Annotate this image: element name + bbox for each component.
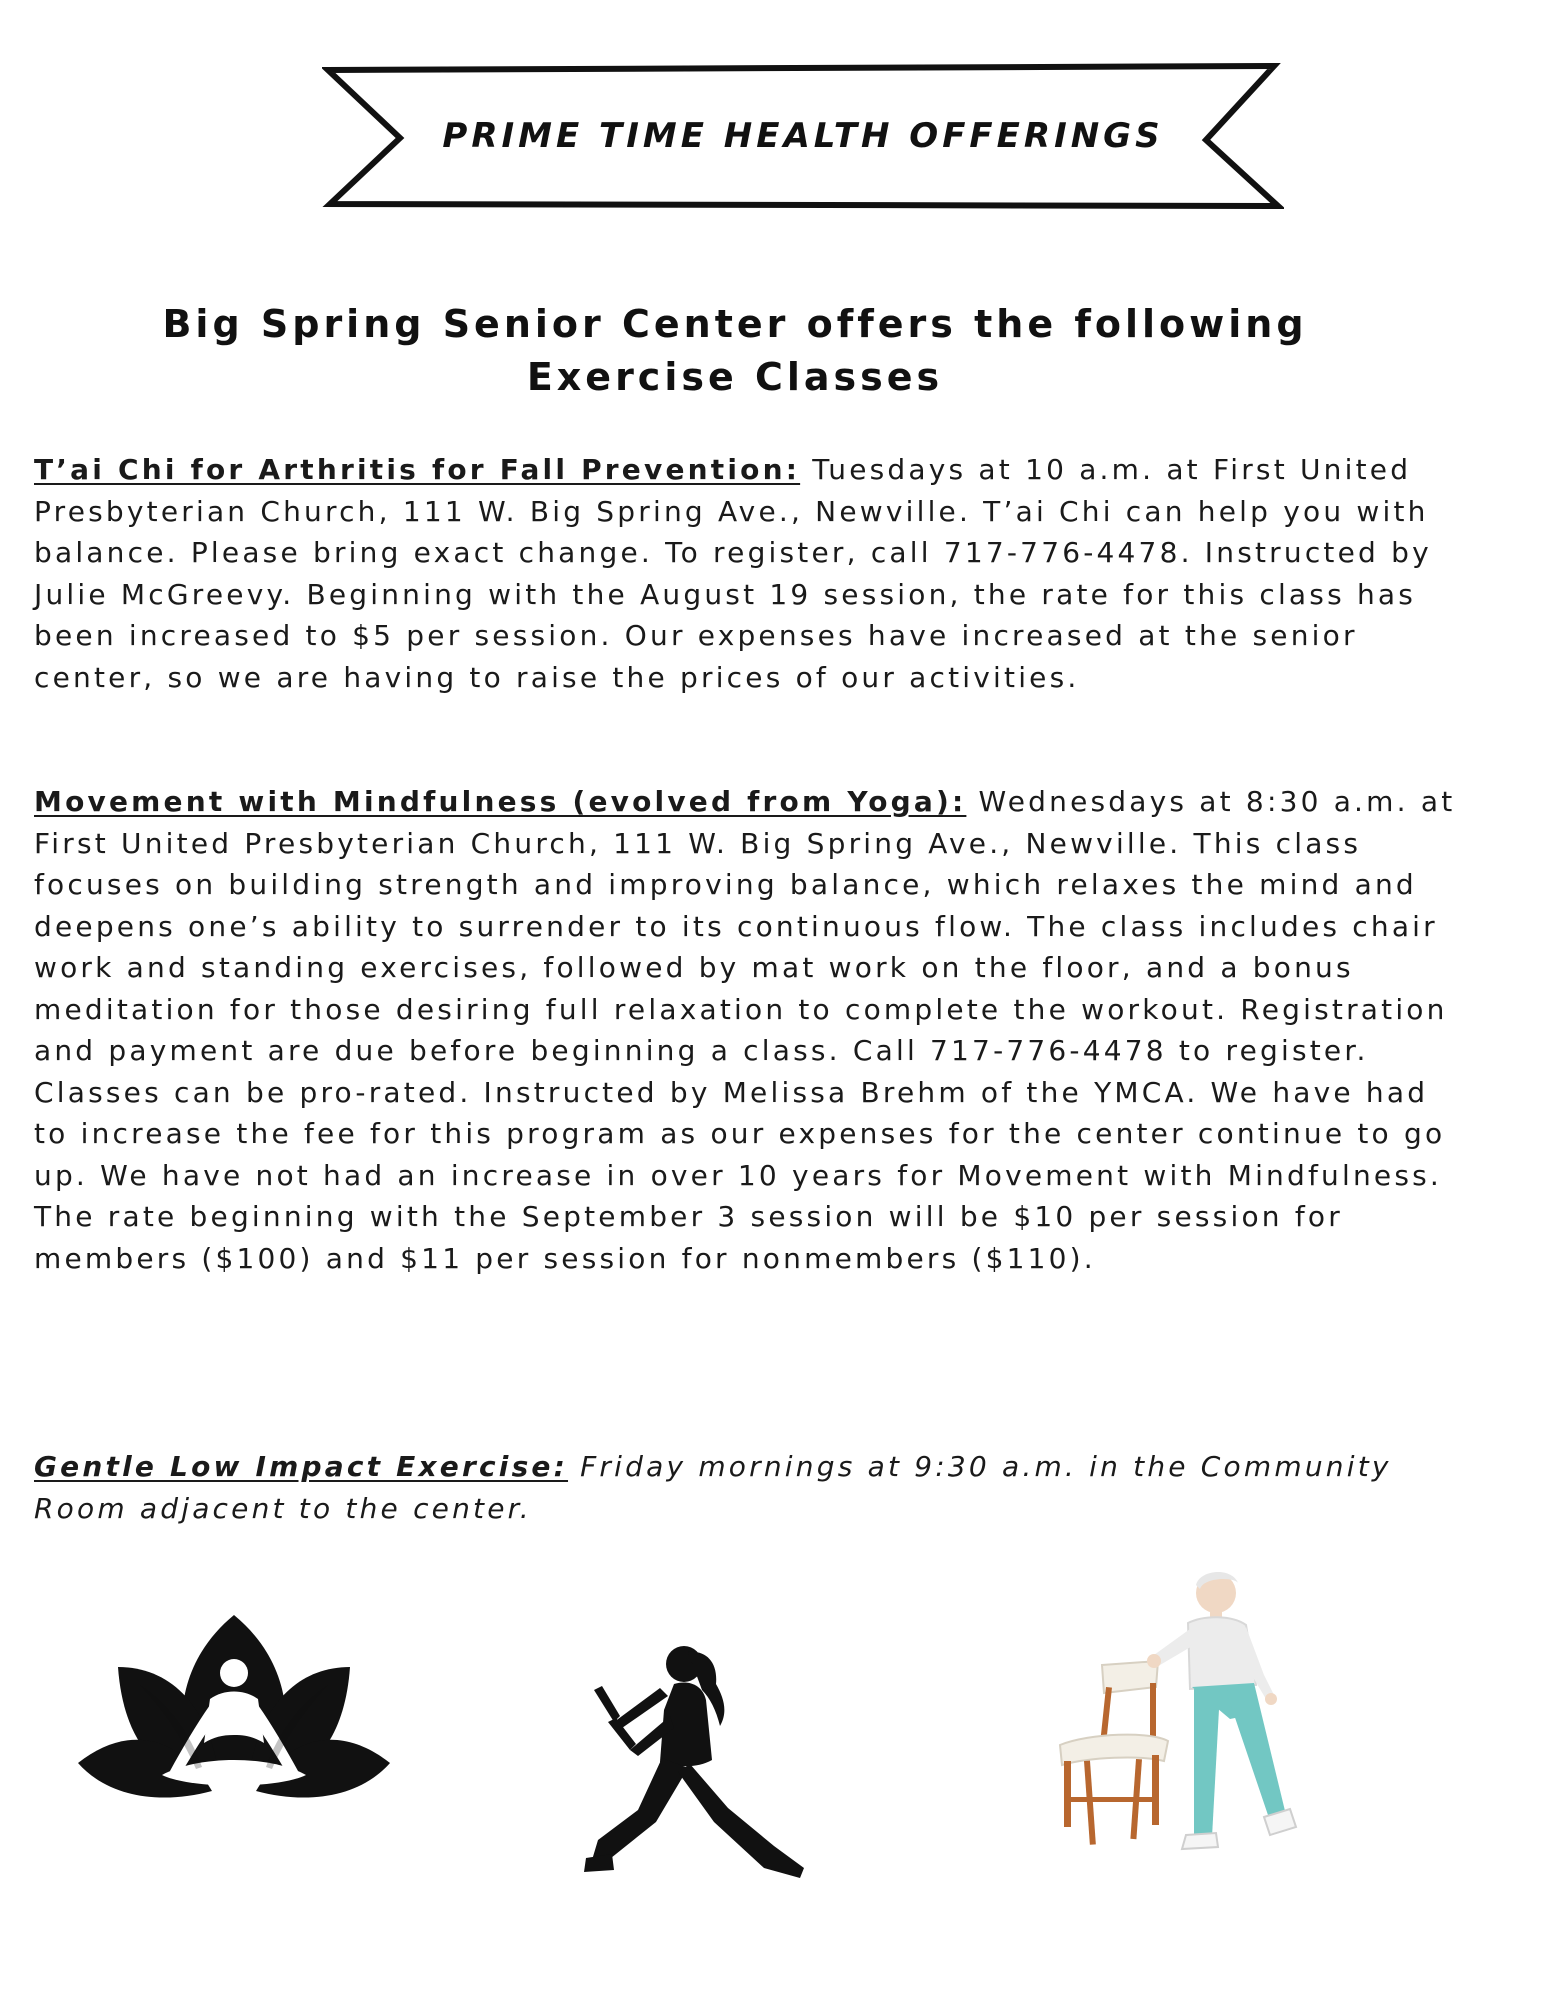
tai-chi-title: T’ai Chi for Arthritis for Fall Prevention: [34,453,801,486]
mindfulness-title: Movement with Mindfulness (evolved from Yoga): [34,785,967,818]
tai-chi-body: Tuesdays at 10 a.m. at First United Presbyterian Church, 111 W. Big Spring Ave., Newville. T’ai Chi can help you with balance. Please bring exact change. To register, call 717-776-4478. Instructed by Julie McGreevy. Beginning with the August 19 session, the rate for this class has been increased to $5 per session. Our expenses have increased at the senior center, so we are having to raise the prices of our activities. [34,453,1432,694]
banner [322,60,1284,212]
tai-chi-section [34,449,1474,698]
tai-chi-silhouette-icon [578,1640,818,1894]
chair-shape [1060,1661,1168,1845]
mindfulness-section [34,781,1474,1279]
page-heading [100,298,1370,404]
lotus-meditation-icon [78,1615,394,1819]
gentle-exercise-section [34,1446,1474,1529]
heading-line-2: Exercise Classes [526,355,944,399]
mindfulness-body: Wednesdays at 8:30 a.m. at First United Presbyterian Church, 111 W. Big Spring Ave., Newville. This class focuses on building strength and improving balance, which relaxes the mind and deepens one’s ability to surrender to its continuous flow. The class includes chair work and standing exercises, followed by mat work on the floor, and a bonus meditation for those desiring full relaxation to complete the workout. Registration and payment are due before beginning a class. Call 717-776-4478 to register. Classes can be pro-rated. Instructed by Melissa Brehm of the YMCA. We have had to increase the fee for this program as our expenses for the center continue to go up. We have not had an increase in over 10 years for Movement with Mindfulness. The rate beginning with the September 3 session will be $10 per session for members ($100) and $11 per session for nonmembers ($110). [34,785,1456,1275]
heading-line-1: Big Spring Senior Center offers the following [162,302,1308,346]
banner-title: PRIME TIME HEALTH OFFERINGS [442,116,1164,156]
gentle-exercise-title: Gentle Low Impact Exercise: [34,1450,569,1483]
gentle-exercise-body: Friday mornings at 9:30 a.m. in the Community Room adjacent to the center. [34,1450,1392,1525]
senior-figure [1147,1572,1296,1849]
senior-chair-exercise-icon [1050,1565,1310,1869]
